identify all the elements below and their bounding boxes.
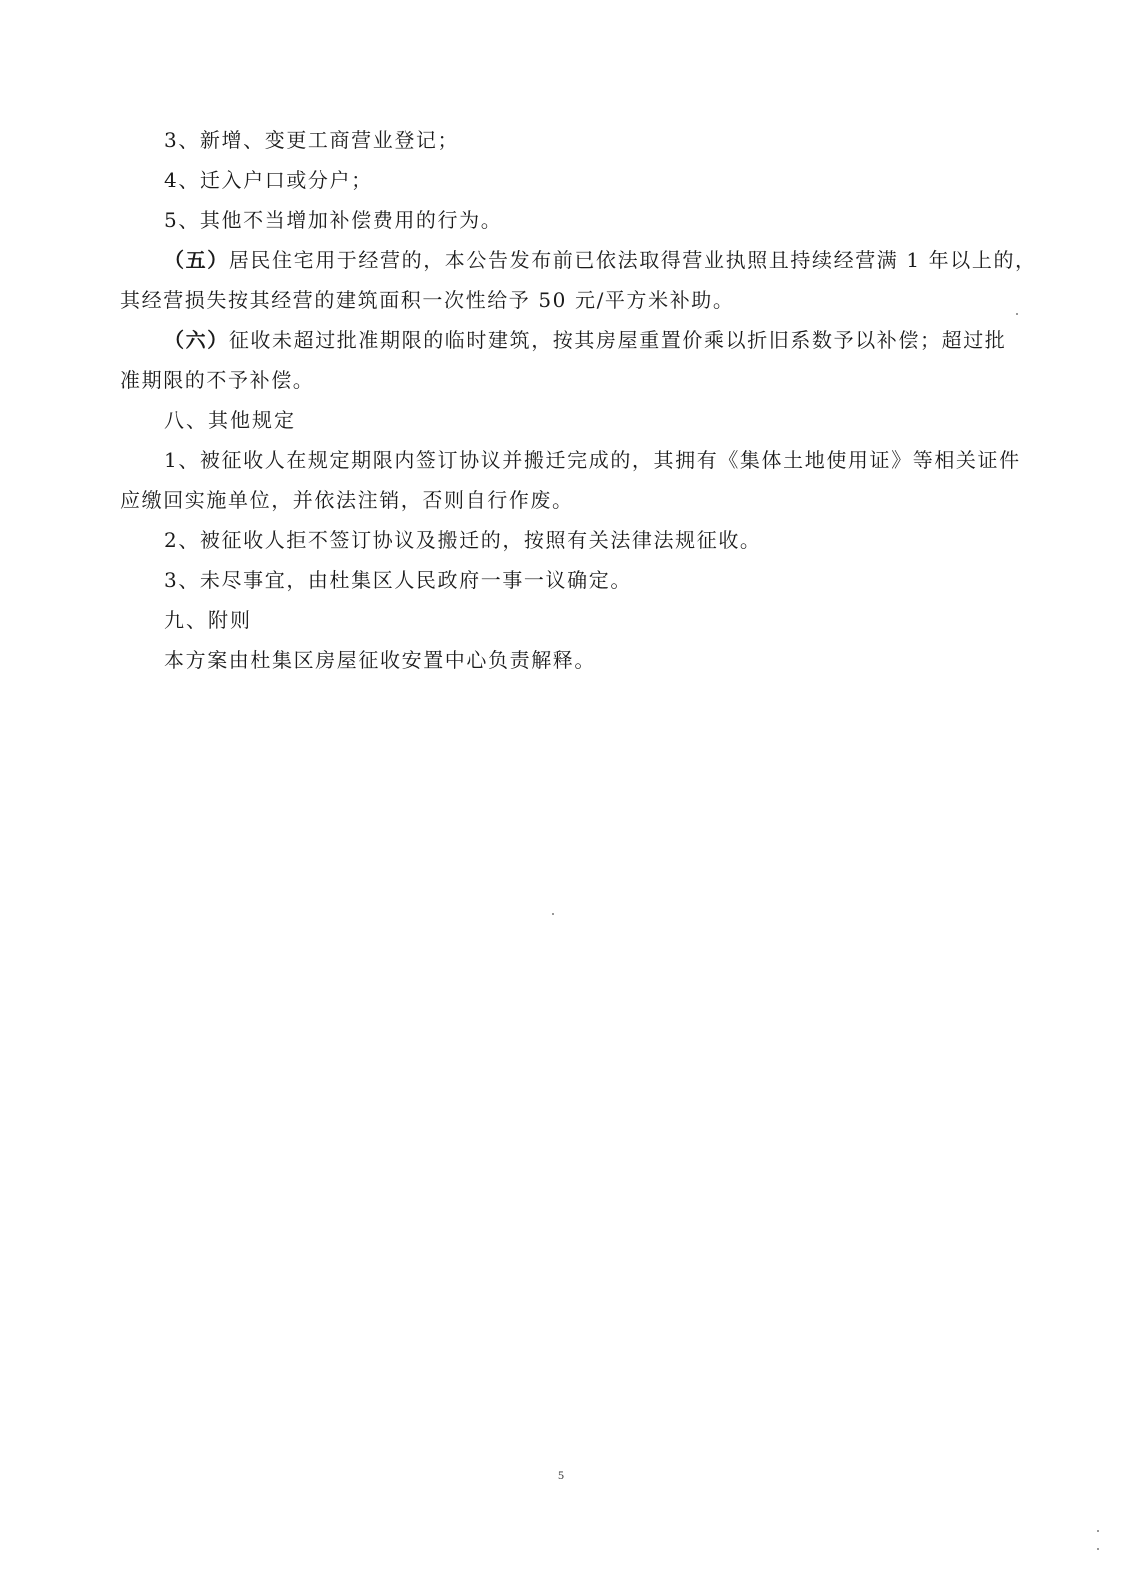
list-item-5: 5、其他不当增加补偿费用的行为。 [164, 208, 503, 232]
list-item-4: 4、迁入户口或分户； [164, 168, 373, 192]
section-5-line-1 [120, 240, 1037, 280]
page-number: 5 [558, 1468, 564, 1482]
section-6-line-1 [120, 320, 1007, 360]
section-5-text-1: 居民住宅用于经营的，本公告发布前已依法取得营业执照且持续经营满 1 年以上的， [228, 248, 1037, 272]
rule-1-line-2: 应缴回实施单位，并依法注销，否则自行作废。 [120, 488, 574, 512]
section-6-text-1: 征收未超过批准期限的临时建筑，按其房屋重置价乘以折旧系数予以补偿；超过批 [228, 328, 1007, 352]
rule-3: 3、未尽事宜，由杜集区人民政府一事一议确定。 [164, 568, 632, 592]
chapter-8-heading: 八、其他规定 [164, 408, 296, 432]
section-5-line-2: 其经营损失按其经营的建筑面积一次性给予 50 元/平方米补助。 [120, 288, 735, 312]
scan-speck [552, 913, 554, 915]
section-5-marker: （五） [164, 248, 229, 272]
scan-speck [1097, 1530, 1099, 1532]
section-6-line-2: 准期限的不予补偿。 [120, 368, 315, 392]
scan-speck [1016, 313, 1018, 315]
chapter-9-heading: 九、附则 [164, 608, 252, 632]
list-item-3: 3、新增、变更工商营业登记； [164, 128, 460, 152]
scan-speck [1097, 1548, 1099, 1550]
section-6-marker: （六） [164, 328, 229, 352]
chapter-9-text: 本方案由杜集区房屋征收安置中心负责解释。 [164, 648, 596, 672]
document-body [120, 120, 1037, 680]
rule-1-line-1: 1、被征收人在规定期限内签订协议并搬迁完成的，其拥有《集体土地使用证》等相关证件 [164, 448, 1021, 472]
rule-2: 2、被征收人拒不签订协议及搬迁的，按照有关法律法规征收。 [164, 528, 762, 552]
